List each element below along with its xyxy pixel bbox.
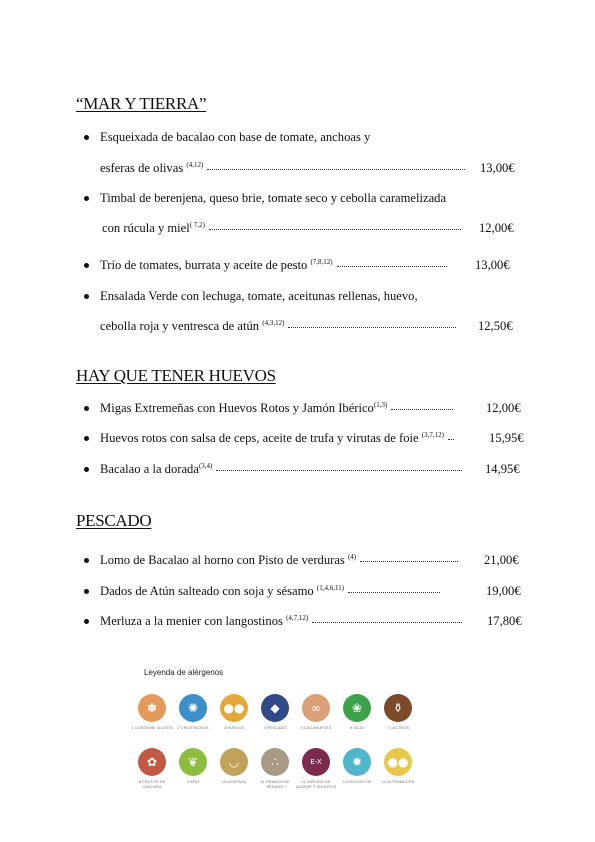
allergen-codes: (4,7,12) [286,614,309,622]
bullet [84,467,89,472]
price: 13,00€ [475,258,510,272]
allergen-codes: (4,3,12) [262,319,285,327]
allergen-glyph: ∞ [311,701,321,715]
allergen-label: 9 APIO [186,779,200,784]
dish-name [100,614,462,629]
dish-name-cont [100,161,465,176]
price: 12,00€ [486,401,521,415]
dish-name-text: Trío de tomates, burrata y aceite de pesto [100,258,308,272]
price: 15,95€ [489,431,524,445]
allergen-6 [335,694,379,730]
allergen-4 [253,694,297,730]
allergen-label: 4 PESCADO [263,725,287,730]
allergen-12 [294,748,338,789]
allergen-label: 10 MOSTAZA [221,779,247,784]
menu-item [84,401,534,421]
dish-name-text: Huevos rotos con salsa de ceps, aceite de trufa y virutas de foie [100,431,419,445]
allergen-glyph: ✺ [187,701,199,715]
allergen-glyph: ∴ [271,755,279,769]
dish-name [100,401,453,416]
allergen-codes: (4,12) [186,161,204,169]
price: 14,95€ [485,462,520,476]
allergen-glyph: ⚱ [392,701,404,715]
nut-icon [138,748,166,776]
section-title-pescado: PESCADO [76,511,152,530]
allergen-1 [130,694,174,730]
price: 12,00€ [479,221,514,235]
allergen-codes: (1,3) [373,401,388,409]
dot-leader [360,560,458,562]
allergen-label: 2 CRUSTÁCEOS [177,725,209,730]
allergen-7 [376,694,420,730]
shell-icon [343,748,371,776]
section-title-hay-que-tener-huevos: HAY QUE TENER HUEVOS [76,366,276,385]
dot-leader [207,168,465,170]
menu-item [84,462,534,482]
dish-name [100,584,440,599]
allergen-2 [171,694,215,730]
allergen-codes: (3,7,12) [421,431,444,439]
allergen-codes: ( 7,2) [189,221,205,229]
bullet [84,294,89,299]
lupin-icon [384,748,412,776]
milk-icon [384,694,412,722]
dot-leader [216,469,462,471]
allergen-13 [335,748,379,784]
price: 21,00€ [484,553,519,567]
dish-name [100,258,447,273]
price: 13,00€ [480,161,515,175]
dish-name-text: Lomo de Bacalao al horno con Pisto de verduras [100,553,345,567]
dish-name-cont [102,221,461,236]
allergen-9 [171,748,215,784]
allergen-label: 8 FRUTOS DE CÁSCARA [138,779,166,789]
dot-leader [209,228,461,230]
menu-item [84,191,524,239]
allergen-label: 5 CACAHUETES [300,725,332,730]
allergen-glyph: E-X [310,758,322,766]
allergen-glyph: ❦ [187,755,199,769]
allergen-codes: (1,4,6,11) [316,584,345,592]
dot-leader [448,438,454,440]
dish-name-cont [100,319,456,334]
dish-name-text: Merluza a la menier con langostinos [100,614,283,628]
allergen-10 [212,748,256,784]
dot-leader [348,591,440,593]
allergen-3 [212,694,256,730]
fish-icon [261,694,289,722]
allergen-label: 6 SOJA [350,725,364,730]
menu-item [84,614,534,634]
mustard-icon [220,748,248,776]
allergen-label: 1 CONTIENE GLUTEN [131,725,173,730]
allergen-label: 13 MOLUSCOS [342,779,372,784]
allergen-11 [253,748,297,789]
bullet [84,558,89,563]
dish-name-line2: cebolla roja y ventresca de atún [100,319,260,333]
dish-name: Esqueixada de bacalao con base de tomate, anchoas y [100,130,371,144]
bullet [84,135,89,140]
allergen-glyph: ◆ [270,701,280,715]
allergen-label: 12 DIÓXIDO DE AZUFRE Y SULFITOS [295,779,337,789]
bullet [84,196,89,201]
wheat-icon [138,694,166,722]
dot-leader [312,621,462,623]
crab-icon [179,694,207,722]
allergen-codes: (7,8,12) [310,258,333,266]
dish-name [100,462,462,477]
sesame-icon [261,748,289,776]
allergen-14 [376,748,420,784]
dot-leader [337,265,447,267]
sulphite-icon [302,748,330,776]
allergen-codes: (4) [347,553,357,561]
dish-name-line2: esferas de olivas [100,161,184,175]
dish-name: Ensalada Verde con lechuga, tomate, aceitunas rellenas, huevo, [100,289,418,303]
allergen-5 [294,694,338,730]
dish-name [100,431,454,446]
dish-name-text: Bacalao a la dorada [100,462,199,476]
menu-item [84,258,524,278]
dish-name-line2: con rúcula y miel [102,221,190,235]
menu-item [84,130,524,178]
section-title-mar-y-tierra: “MAR Y TIERRA” [76,94,207,113]
soy-icon [343,694,371,722]
dot-leader [391,408,453,410]
allergen-glyph: ●● [223,701,245,715]
allergen-glyph: ●● [387,755,409,769]
menu-item [84,553,534,573]
menu-item [84,431,534,451]
allergen-glyph: ◡ [228,755,240,769]
allergen-legend [130,668,430,798]
eggs-icon [220,694,248,722]
menu-item [84,584,534,604]
allergen-label: 14 ALTRAMUCES [381,779,415,784]
allergen-8 [130,748,174,789]
dish-name [100,553,458,568]
bullet [84,589,89,594]
allergen-codes: (3,4) [198,462,213,470]
allergen-glyph: ✹ [351,755,363,769]
allergen-glyph: ❀ [351,701,363,715]
allergen-label: 3 HUEVOS [223,725,245,730]
price: 19,00€ [486,584,521,598]
allergen-label: 7 LÁCTEOS [386,725,409,730]
bullet [84,406,89,411]
dish-name: Timbal de berenjena, queso brie, tomate seco y cebolla caramelizada [100,191,447,205]
dish-name-text: Dados de Atún salteado con soja y sésamo [100,584,314,598]
peanut-icon [302,694,330,722]
allergen-label: 11 GRANOS DE SÉSAMO [260,779,290,789]
price: 17,80€ [487,614,522,628]
bullet [84,263,89,268]
dish-name-text: Migas Extremeñas con Huevos Rotos y Jamón Ibérico [100,401,374,415]
allergen-glyph: ✽ [146,701,158,715]
bullet [84,619,89,624]
legend-title: Leyenda de alérgenos [144,668,224,677]
dot-leader [288,326,456,328]
price: 12,50€ [478,319,513,333]
bullet [84,436,89,441]
menu-item [84,289,524,337]
allergen-glyph: ✿ [146,755,158,769]
celery-icon [179,748,207,776]
